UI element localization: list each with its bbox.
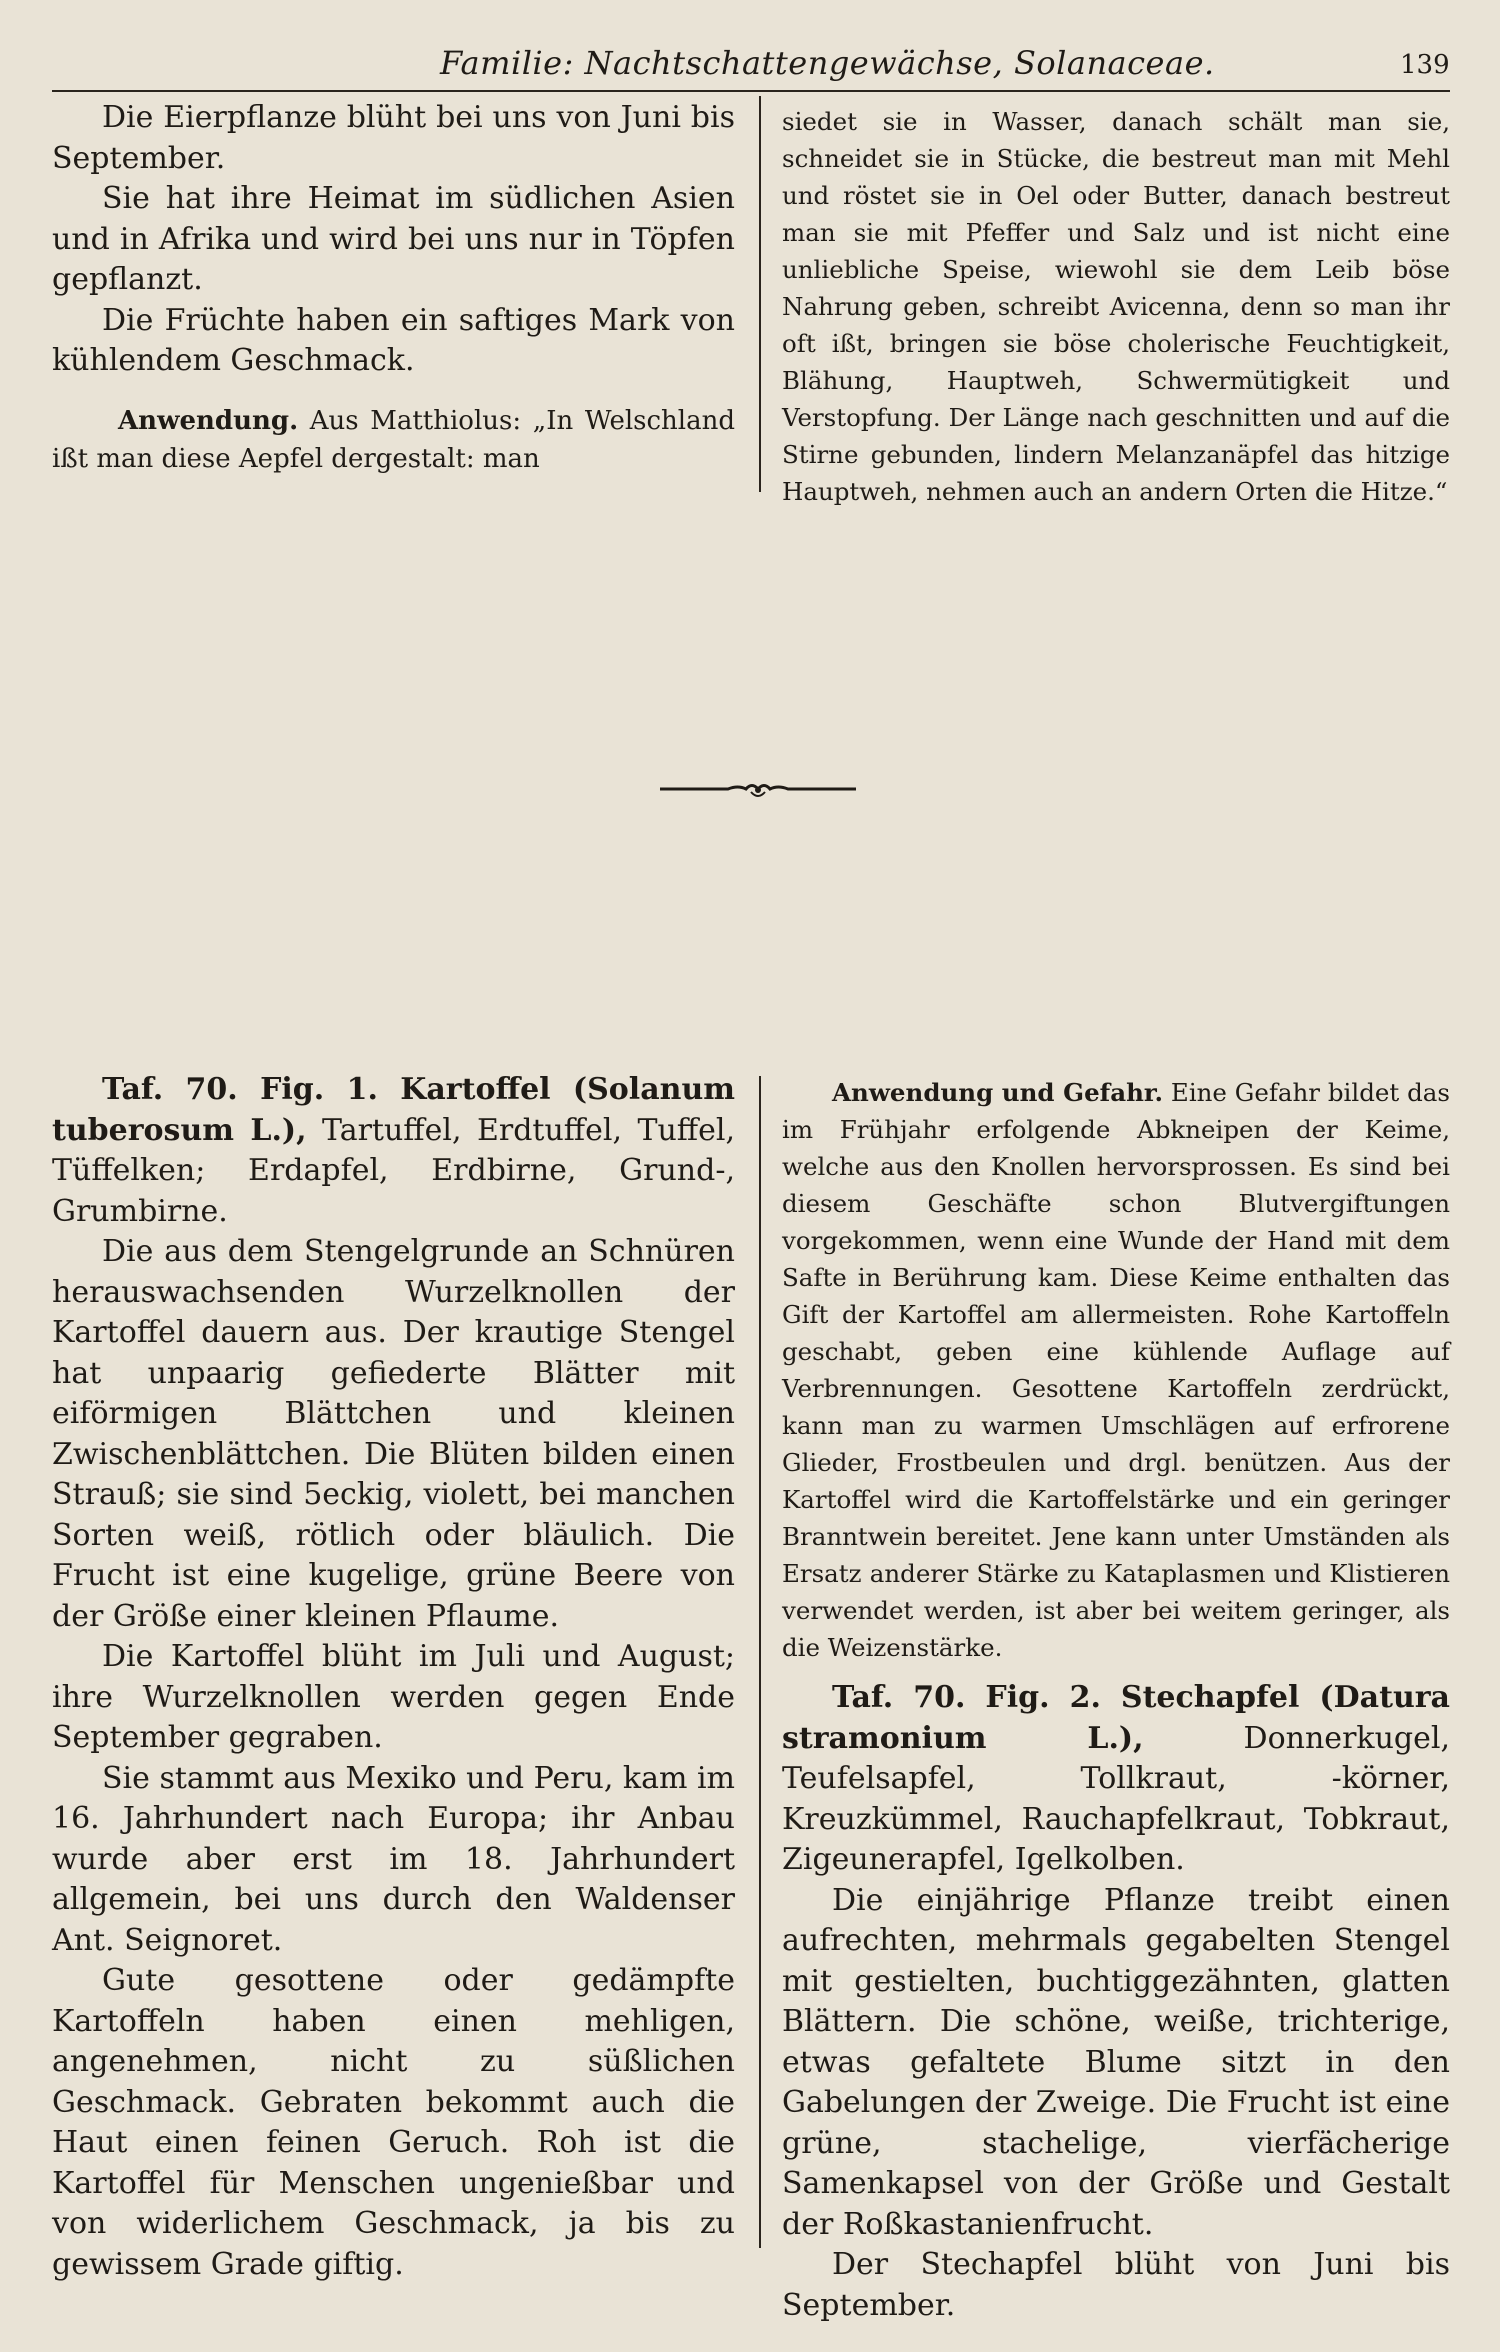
- paragraph: Gute gesottene oder gedämpfte Kartoffeln haben einen mehligen, angenehmen, nicht zu süßlichen Geschmack. Gebraten bekommt auch die Haut einen feinen Geruch. Roh ist die Kartoffel für Menschen ungenießbar und von widerlichem Geschmack, ja bis zu gewissem Grade giftig.: [52, 1963, 735, 2282]
- paragraph: Die Früchte haben ein saftiges Mark von kühlendem Geschmack.: [52, 302, 735, 378]
- species-names: Donnerkugel, Teufelsapfel, Tollkraut, -körner, Kreuzkümmel, Rauchapfelkraut, Tobkraut, Zigeunerapfel, Igelkolben.: [782, 1720, 1450, 1877]
- top-right-column: [782, 103, 1450, 510]
- paragraph-text: Eine Gefahr bildet das im Frühjahr erfolgende Abkneipen der Keime, welche aus den Knollen hervorsprossen. Es sind bei diesem Geschäfte schon Blutvergiftungen vorgekommen, wenn eine Wunde der Hand mit dem Safte in Berührung kam. Diese Keime enthalten das Gift der Kartoffel am allermeisten. Rohe Kartoffeln geschabt, geben eine kühlende Auflage auf Verbrennungen. Gesottene Kartoffeln zerdrückt, kann man zu warmen Umschlägen auf erfrorene Glieder, Frostbeulen und drgl. benützen. Aus der Kartoffel wird die Kartoffelstärke und ein geringer Branntwein bereitet. Jene kann unter Umständen als Ersatz anderer Stärke zu Kataplasmen und Klistieren verwendet werden, ist aber bei weitem geringer, als die Weizenstärke.: [782, 1078, 1450, 1662]
- bottom-right-column: [782, 1074, 1450, 2326]
- species-heading: [782, 1678, 1450, 1881]
- paragraph: [782, 1074, 1450, 1666]
- paragraph: siedet sie in Wasser, danach schält man sie, schneidet sie in Stücke, die bestreut man mit Mehl und röstet sie in Oel oder Butter, danach bestreut man sie mit Pfeffer und Salz und ist nicht eine unliebliche Speise, wiewohl sie dem Leib böse Nahrung geben, schreibt Avicenna, denn so man ihr oft ißt, bringen sie böse cholerische Feuchtigkeit, Blähung, Hauptweh, Schwermütigkeit und Verstopfung. Der Länge nach geschnitten und auf die Stirne gebunden, lindern Melanzanäpfel das hitzige Hauptweh, nehmen auch an andern Orten die Hitze.“: [782, 107, 1450, 506]
- page-header: [0, 38, 1500, 88]
- section-label: Anwendung und Gefahr.: [832, 1078, 1164, 1107]
- species-names: Tartuffel, Erdtuffel, Tuffel, Tüffelken; Erdapfel, Erdbirne, Grund-, Grumbirne.: [52, 1112, 735, 1229]
- paragraph: [52, 402, 735, 478]
- header-rule: [52, 90, 1450, 92]
- paragraph: Die aus dem Stengelgrunde an Schnüren herauswachsenden Wurzelknollen der Kartoffel dauern aus. Der krautige Stengel hat unpaarig gefiederte Blätter mit eiförmigen Blättchen und kleinen Zwischenblättchen. Die Blüten bilden einen Strauß; sie sind 5eckig, violett, bei manchen Sorten weiß, rötlich oder bläulich. Die Frucht ist eine kugelige, grüne Beere von der Größe einer kleinen Pflaume.: [52, 1234, 735, 1634]
- paragraph: Sie hat ihre Heimat im südlichen Asien und in Afrika und wird bei uns nur in Töpfen gepflanzt.: [52, 181, 735, 297]
- column-divider: [759, 96, 761, 492]
- paragraph: Die einjährige Pflanze treibt einen aufrechten, mehrmals gegabelten Stengel mit gestielten, buchtiggezähnten, glatten Blättern. Die schöne, weiße, trichterige, etwas gefaltete Blume sitzt in den Gabelungen der Zweige. Die Frucht ist eine grüne, stachelige, vierfächerige Samenkapsel von der Größe und Gestalt der Roßkastanienfrucht.: [782, 1882, 1450, 2242]
- running-title: Familie: Nachtschattengewächse, Solanaceae.: [440, 44, 1215, 82]
- page-number: 139: [1400, 50, 1450, 80]
- bottom-left-column: [52, 1070, 735, 2285]
- paragraph-text: Aus Matthiolus: „In Welschland ißt man diese Aepfel dergestalt: man: [52, 405, 735, 474]
- paragraph: Der Stechapfel blüht von Juni bis September.: [782, 2247, 1450, 2323]
- section-label: Anwendung.: [118, 405, 299, 436]
- ornament-divider: [658, 776, 858, 802]
- top-left-column: [52, 98, 735, 478]
- species-title: Taf. 70. Fig. 1. Kartoffel (Solanum tuberosum L.),: [52, 1072, 735, 1148]
- species-title: Taf. 70. Fig. 2. Stechapfel (Datura stramonium L.),: [782, 1680, 1450, 1756]
- paragraph: Sie stammt aus Mexiko und Peru, kam im 16. Jahrhundert nach Europa; ihr Anbau wurde aber erst im 18. Jahrhundert allgemein, bei uns durch den Waldenser Ant. Seignoret.: [52, 1760, 735, 1958]
- column-divider: [759, 1076, 761, 2248]
- paragraph: Die Kartoffel blüht im Juli und August; ihre Wurzelknollen werden gegen Ende September gegraben.: [52, 1639, 735, 1755]
- paragraph: Die Eierpflanze blüht bei uns von Juni bis September.: [52, 100, 735, 176]
- species-heading: [52, 1070, 735, 1232]
